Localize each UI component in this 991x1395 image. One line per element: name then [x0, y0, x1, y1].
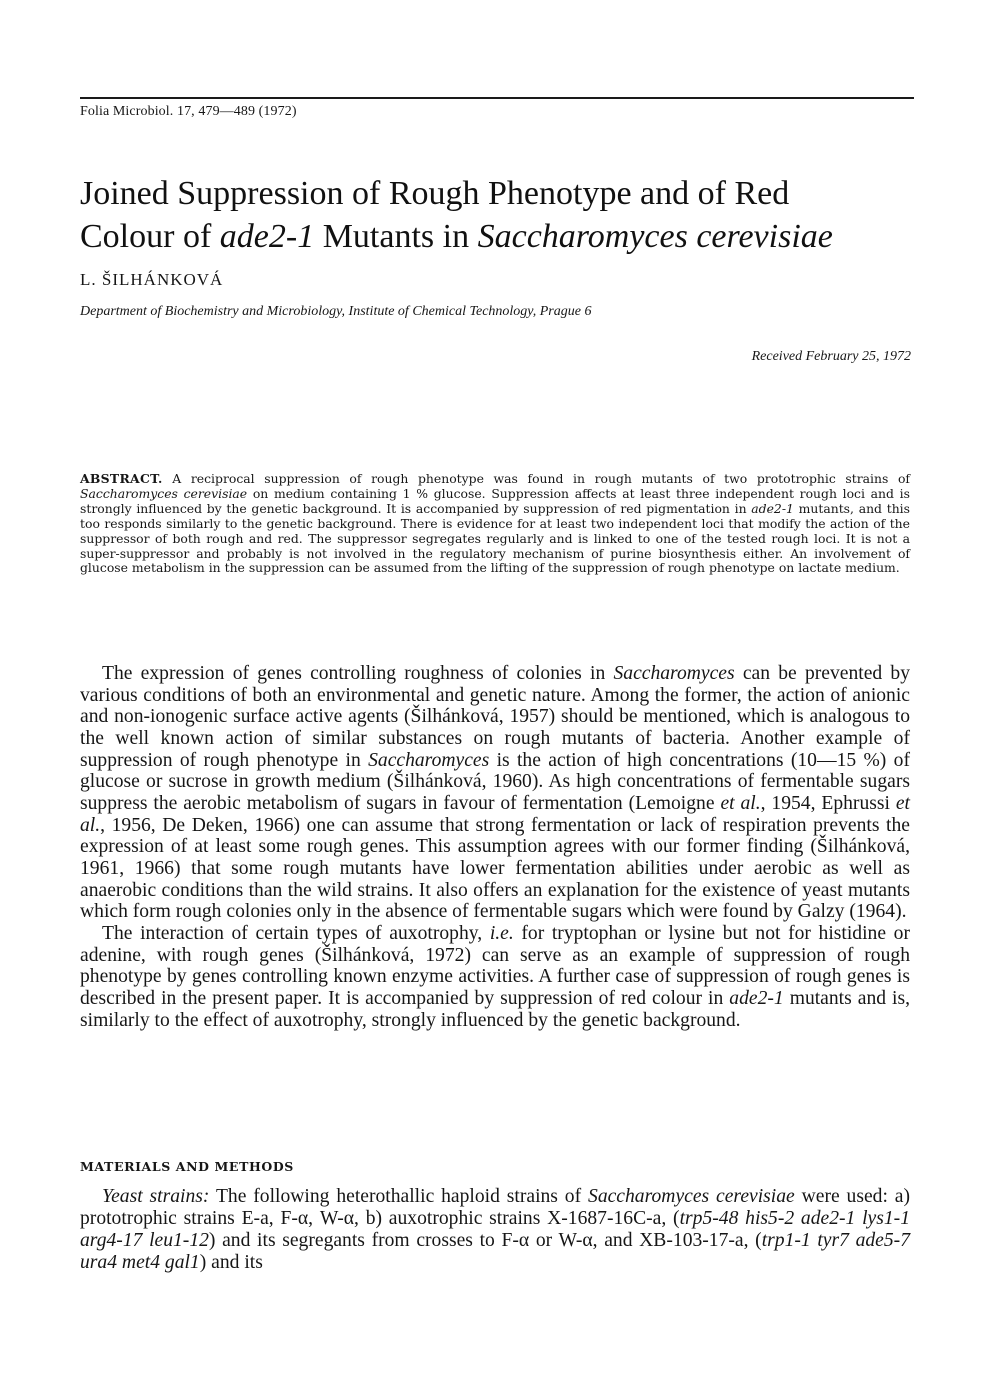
methods-label: Yeast strains: [102, 1186, 210, 1207]
title-gene: ade2-1 [219, 218, 315, 255]
methods-text: were used: a) prototrophic strains E-a, F-α, W-α, b) auxotrophic strains X-1687-16C-a, ( [80, 1186, 911, 1229]
methods-text: ) and its segregants from crosses to F-α or W-α, and XB-103-17-a, ( [208, 1230, 762, 1251]
methods-genotype: trp1-1 tyr7 ade5-7 ura4 met4 gal1 [80, 1230, 910, 1273]
abstract-text: mutants, and this too responds similarly to the genetic background. There is evidence for at least two independent loci that modify the action of the suppressor of both rough and red. The suppressor segregates regularly and is linked to one of the tested rough loci. It is not a super-suppressor and probably is not involved in the regulatory mechanism of purine biosynthesis either. An involvement of glucose metabolism in the suppression can be assumed from the lifting of the suppression of rough phenotype on lactate medium. [80, 500, 910, 576]
citation-et-al: et al. [80, 792, 910, 836]
article-title [80, 172, 940, 258]
body-text: for tryptophan or lysine but not for histidine or adenine, with rough genes (Šilhánková, 1972) can serve as an example of suppression of rough phenotype by genes controlling known enzyme activities. A further case of suppression of rough genes is described in the present paper. It is accompanied by suppression of red colour in [80, 922, 910, 1009]
author-name: L. ŠILHÁNKOVÁ [80, 270, 224, 289]
methods-text: The following heterothallic haploid strains of [209, 1186, 589, 1207]
intro-paragraph-2 [80, 923, 910, 1031]
body-text: mutants and is, similarly to the effect of auxotrophy, strongly influenced by the genetic background. [80, 987, 910, 1031]
methods-species: Saccharomyces cerevisiae [588, 1186, 795, 1207]
body-ie: i.e. [489, 922, 514, 944]
abstract [80, 472, 910, 576]
abstract-text: A reciprocal suppression of rough phenotype was found in rough mutants of two prototrophic strains of [162, 471, 910, 486]
title-line-1: Joined Suppression of Rough Phenotype and of Red [80, 175, 790, 212]
abstract-gene: ade2-1 [751, 500, 794, 516]
abstract-label: ABSTRACT. [80, 471, 163, 486]
section-heading: MATERIALS AND METHODS [80, 1159, 294, 1174]
body-text: The interaction of certain types of auxotrophy, [102, 922, 490, 944]
body-text: , 1956, De Deken, 1966) one can assume that strong fermentation or lack of respiration prevents the expression of at least some rough genes. This assumption agrees with our former finding (Šilhánková, 1961, 1966) that some rough mutants have lower fermentation abilities under aerobic as well as anaerobic conditions than the wild strains. It also offers an explanation for the existence of yeast mutants which form rough colonies only in the absence of fermentable sugars which were found by Galzy (1964). [80, 814, 910, 923]
title-species: Saccharomyces cerevisiae [477, 218, 833, 255]
methods-text: ) and its [199, 1252, 263, 1273]
title-text: Colour of [80, 218, 220, 255]
introduction [80, 663, 910, 1031]
body-genus: Saccharomyces [613, 663, 735, 684]
body-text: , 1954, Ephrussi [760, 792, 896, 814]
abstract-text: on medium containing 1 % glucose. Suppression affects at least three independent rough loci and is strongly influenced by the genetic background. It is accompanied by suppression of red pigmentation in [80, 485, 910, 516]
body-text: The expression of genes controlling roughness of colonies in [102, 663, 614, 684]
citation-et-al: et al. [720, 792, 761, 814]
body-gene: ade2-1 [729, 987, 784, 1009]
body-genus: Saccharomyces [368, 749, 490, 771]
intro-paragraph-1 [80, 663, 910, 923]
title-text: Mutants in [314, 218, 478, 255]
abstract-species: Saccharomyces cerevisiae [80, 485, 248, 501]
body-text: can be prevented by various conditions of both an environmental and genetic nature. Among the former, the action of anionic and non-ionogenic surface active agents (Šilhánková, 1957) should be mentioned, which is analogous to the well known action of similar substances on rough mutants of bacteria. Another example of suppression of rough phenotype in [80, 663, 911, 771]
journal-reference: Folia Microbiol. 17, 479—489 (1972) [80, 104, 297, 119]
methods-genotype: trp5-48 his5-2 ade2-1 lys1-1 arg4-17 leu1-12 [80, 1208, 910, 1251]
methods-paragraph [80, 1186, 910, 1274]
body-text: is the action of high concentrations (10—15 %) of glucose or sucrose in growth medium (Šilhánková, 1960). As high concentrations of fermentable sugars suppress the aerobic metabolism of sugars in favour of fermentation (Lemoigne [80, 749, 910, 814]
received-date: Received February 25, 1972 [751, 349, 911, 364]
author-affiliation: Department of Biochemistry and Microbiology, Institute of Chemical Technology, Prague 6 [80, 304, 592, 319]
